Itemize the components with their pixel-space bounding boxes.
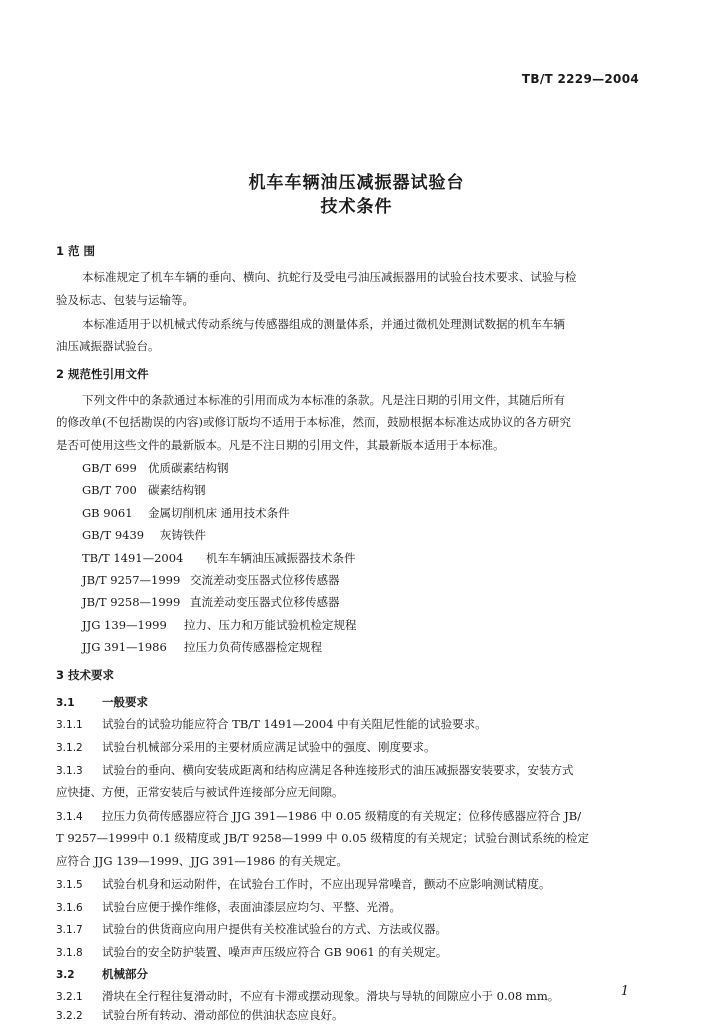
paragraph-line: 是否可使用这些文件的最新版本。凡是不注日期的引用文件，其最新版本适用于本标准。 — [56, 438, 505, 452]
clause-3-1-8: 3.1.8 试验台的安全防护装置、噪声声压级应符合 GB 9061 的有关规定。 — [56, 945, 448, 959]
clause-3-1-5: 3.1.5 试验台机身和运动附件，在试验台工作时，不应出现异常噪音，颤动不应影响测试精度。 — [56, 877, 551, 891]
paragraph-line: 验及标志、包装与运输等。 — [56, 293, 194, 307]
clause-3-1-3-cont: 应快捷、方便，正常安装后与被试件连接部分应无间隙。 — [56, 785, 344, 799]
clause-3-1-4-cont: T 9257—1999中 0.1 级精度或 JB/T 9258—1999 中 0.05 级精度的有关规定；试验台测试系统的检定 — [56, 831, 589, 845]
clause-3-2-1: 3.2.1 滑块在全行程往复滑动时，不应有卡滞或摆动现象。滑块与导轨的间隙应小于 0.08 mm。 — [56, 989, 560, 1003]
reference-item: GB 9061 金属切削机床 通用技术条件 — [82, 506, 290, 520]
page-number: 1 — [620, 984, 629, 999]
standard-code: TB/T 2229—2004 — [521, 72, 639, 86]
paragraph-line: 本标准规定了机车车辆的垂向、横向、抗蛇行及受电弓油压减振器用的试验台技术要求、试验与检 — [82, 270, 577, 284]
reference-item: JJG 139—1999 拉力、压力和万能试验机检定规程 — [82, 618, 357, 632]
paragraph-line: 油压减振器试验台。 — [56, 339, 160, 353]
reference-item: JJG 391—1986 拉压力负荷传感器检定规程 — [82, 640, 322, 654]
reference-item: JB/T 9257—1999 交流差动变压器式位移传感器 — [82, 573, 340, 587]
paragraph-line: 的修改单(不包括勘误的内容)或修订版均不适用于本标准，然而，鼓励根据本标准达成协议的各方研究 — [56, 415, 571, 429]
reference-item: TB/T 1491—2004 机车车辆油压减振器技术条件 — [82, 551, 356, 565]
subsection-3-1-heading: 3.1 一般要求 — [56, 695, 148, 709]
reference-item: JB/T 9258—1999 直流差动变压器式位移传感器 — [82, 595, 340, 609]
clause-3-1-3: 3.1.3 试验台的垂向、横向安装成距离和结构应满足各种连接形式的油压减振器安装要求，安装方式 — [56, 763, 574, 777]
clause-3-1-4-cont: 应符合 JJG 139—1999、JJG 391—1986 的有关规定。 — [56, 854, 348, 868]
clause-3-1-2: 3.1.2 试验台机械部分采用的主要材质应满足试验中的强度、刚度要求。 — [56, 740, 436, 754]
paragraph-line: 下列文件中的条款通过本标准的引用而成为本标准的条款。凡是注日期的引用文件，其随后所有 — [82, 393, 565, 407]
section-3-heading: 3 技术要求 — [56, 668, 115, 682]
subsection-3-2-heading: 3.2 机械部分 — [56, 967, 148, 981]
clause-3-1-4: 3.1.4 拉压力负荷传感器应符合 JJG 391—1986 中 0.05 级精度的有关规定；位移传感器应符合 JB/ — [56, 809, 582, 823]
clause-3-1-1: 3.1.1 试验台的试验功能应符合 TB/T 1491—2004 中有关阻尼性能的试验要求。 — [56, 717, 487, 731]
clause-3-1-7: 3.1.7 试验台的供货商应向用户提供有关校准试验台的方式、方法或仪器。 — [56, 922, 447, 936]
paragraph-line: 本标准适用于以机械式传动系统与传感器组成的测量体系，并通过微机处理测试数据的机车车辆 — [82, 317, 565, 331]
reference-item: GB/T 9439 灰铸铁件 — [82, 528, 206, 542]
section-2-heading: 2 规范性引用文件 — [56, 367, 149, 381]
reference-item: GB/T 699 优质碳素结构钢 — [82, 461, 229, 475]
document-subtitle: 技术条件 — [320, 197, 393, 217]
document-title: 机车车辆油压减振器试验台 — [248, 173, 465, 193]
clause-3-1-6: 3.1.6 试验台应便于操作维修，表面油漆层应均匀、平整、光滑。 — [56, 900, 401, 914]
clause-3-2-2: 3.2.2 试验台所有转动、滑动部位的供油状态应良好。 — [56, 1008, 344, 1022]
reference-item: GB/T 700 碳素结构钢 — [82, 483, 206, 497]
section-1-heading: 1 范 围 — [56, 244, 96, 258]
